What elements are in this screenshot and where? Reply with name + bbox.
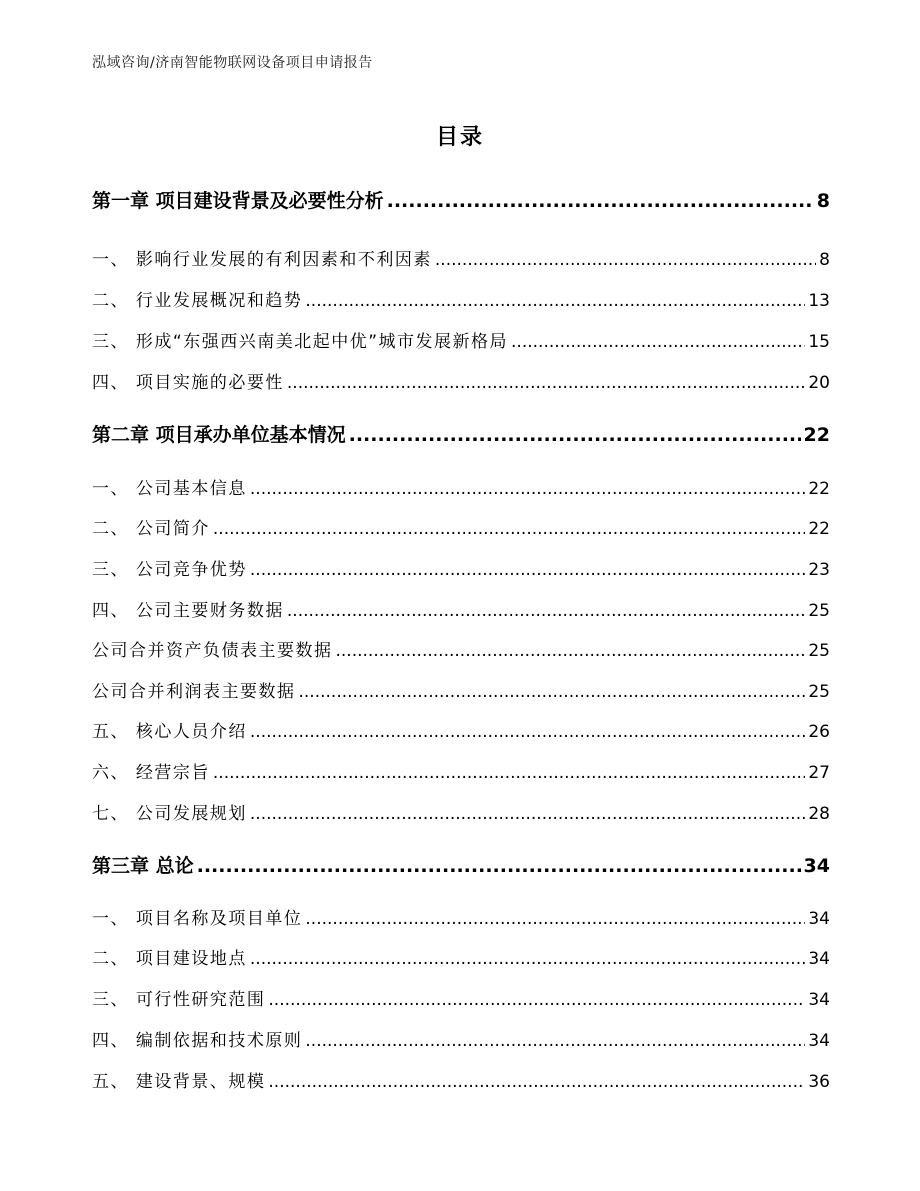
toc-entry-label: 公司合并利润表主要数据 bbox=[92, 682, 296, 702]
toc-entry-label: 四、 项目实施的必要性 bbox=[92, 373, 284, 393]
dot-leader bbox=[336, 641, 806, 661]
dot-leader bbox=[250, 949, 805, 969]
dot-leader bbox=[511, 332, 805, 352]
toc-entry-page-number: 25 bbox=[808, 682, 830, 702]
toc-section-entry[interactable] bbox=[92, 1067, 830, 1092]
dot-leader bbox=[268, 1072, 805, 1092]
toc-entry-page-number: 22 bbox=[803, 424, 830, 446]
toc-entry-label: 公司合并资产负债表主要数据 bbox=[92, 641, 333, 661]
toc-entry-page-number: 13 bbox=[808, 291, 830, 311]
toc-entry-page-number: 28 bbox=[808, 804, 830, 824]
dot-leader bbox=[250, 804, 805, 824]
toc-section-entry[interactable] bbox=[92, 758, 830, 783]
toc-entry-label: 一、 公司基本信息 bbox=[92, 479, 247, 499]
toc-section-entry[interactable] bbox=[92, 636, 830, 661]
dot-leader bbox=[349, 424, 801, 446]
toc-section-entry[interactable] bbox=[92, 717, 830, 742]
toc-section-entry[interactable] bbox=[92, 474, 830, 499]
toc-section-entry[interactable] bbox=[92, 368, 830, 393]
dot-leader bbox=[250, 722, 805, 742]
toc-chapter-entry[interactable] bbox=[92, 851, 830, 878]
toc-entry-label: 三、 可行性研究范围 bbox=[92, 990, 266, 1010]
toc-entry-page-number: 34 bbox=[808, 949, 830, 969]
toc-section-entry[interactable] bbox=[92, 904, 830, 929]
toc-section-entry[interactable] bbox=[92, 677, 830, 702]
toc-entry-label: 四、 公司主要财务数据 bbox=[92, 601, 284, 621]
toc-entry-label: 第二章 项目承办单位基本情况 bbox=[92, 424, 346, 446]
toc-chapter-entry[interactable] bbox=[92, 420, 830, 447]
toc-section-entry[interactable] bbox=[92, 1026, 830, 1051]
toc-entry-page-number: 34 bbox=[808, 909, 830, 929]
dot-leader bbox=[287, 373, 805, 393]
dot-leader bbox=[435, 250, 816, 270]
toc-entry-label: 二、 公司简介 bbox=[92, 519, 210, 539]
toc-entry-page-number: 15 bbox=[808, 332, 830, 352]
toc-section-entry[interactable] bbox=[92, 596, 830, 621]
toc-entry-page-number: 27 bbox=[808, 763, 830, 783]
toc-section-entry[interactable] bbox=[92, 799, 830, 824]
toc-section-entry[interactable] bbox=[92, 555, 830, 580]
toc-section-entry[interactable] bbox=[92, 985, 830, 1010]
dot-leader bbox=[250, 560, 805, 580]
toc-entry-label: 二、 行业发展概况和趋势 bbox=[92, 291, 303, 311]
dot-leader bbox=[197, 855, 801, 877]
dot-leader bbox=[387, 190, 814, 212]
toc-entry-label: 第三章 总论 bbox=[92, 855, 194, 877]
toc-entry-label: 第一章 项目建设背景及必要性分析 bbox=[92, 190, 384, 212]
toc-entry-label: 一、 项目名称及项目单位 bbox=[92, 909, 303, 929]
toc-entry-page-number: 25 bbox=[808, 641, 830, 661]
dot-leader bbox=[287, 601, 805, 621]
toc-entry-page-number: 34 bbox=[803, 855, 830, 877]
dot-leader bbox=[299, 682, 806, 702]
dot-leader bbox=[305, 291, 805, 311]
toc-entry-page-number: 22 bbox=[808, 519, 830, 539]
toc-entry-page-number: 23 bbox=[808, 560, 830, 580]
toc-entry-label: 三、 公司竞争优势 bbox=[92, 560, 247, 580]
toc-section-entry[interactable] bbox=[92, 327, 830, 352]
toc-section-entry[interactable] bbox=[92, 514, 830, 539]
toc-title: 目录 bbox=[435, 125, 484, 150]
dot-leader bbox=[305, 1031, 805, 1051]
toc-entry-page-number: 22 bbox=[808, 479, 830, 499]
toc-entry-label: 五、 建设背景、规模 bbox=[92, 1072, 266, 1092]
toc-section-entry[interactable] bbox=[92, 245, 830, 270]
toc-entry-label: 六、 经营宗旨 bbox=[92, 763, 210, 783]
dot-leader bbox=[213, 519, 805, 539]
toc-entry-label: 二、 项目建设地点 bbox=[92, 949, 247, 969]
toc-entry-label: 五、 核心人员介绍 bbox=[92, 722, 247, 742]
toc-section-entry[interactable] bbox=[92, 944, 830, 969]
toc-entry-label: 三、 形成“东强西兴南美北起中优”城市发展新格局 bbox=[92, 332, 509, 352]
toc-entry-label: 七、 公司发展规划 bbox=[92, 804, 247, 824]
dot-leader bbox=[268, 990, 805, 1010]
running-header: 泓域咨询/济南智能物联网设备项目申请报告 bbox=[92, 55, 373, 71]
toc-entry-page-number: 34 bbox=[808, 990, 830, 1010]
dot-leader bbox=[250, 479, 805, 499]
toc-section-entry[interactable] bbox=[92, 286, 830, 311]
toc-entry-page-number: 36 bbox=[808, 1072, 830, 1092]
toc-entry-label: 四、 编制依据和技术原则 bbox=[92, 1031, 303, 1051]
toc-chapter-entry[interactable] bbox=[92, 186, 830, 213]
dot-leader bbox=[305, 909, 805, 929]
toc-entry-page-number: 34 bbox=[808, 1031, 830, 1051]
toc-entry-page-number: 25 bbox=[808, 601, 830, 621]
toc-entry-page-number: 26 bbox=[808, 722, 830, 742]
dot-leader bbox=[213, 763, 805, 783]
toc-entry-page-number: 8 bbox=[819, 250, 830, 270]
toc-entry-label: 一、 影响行业发展的有利因素和不利因素 bbox=[92, 250, 432, 270]
toc-entry-page-number: 20 bbox=[808, 373, 830, 393]
toc-entry-page-number: 8 bbox=[816, 190, 830, 212]
